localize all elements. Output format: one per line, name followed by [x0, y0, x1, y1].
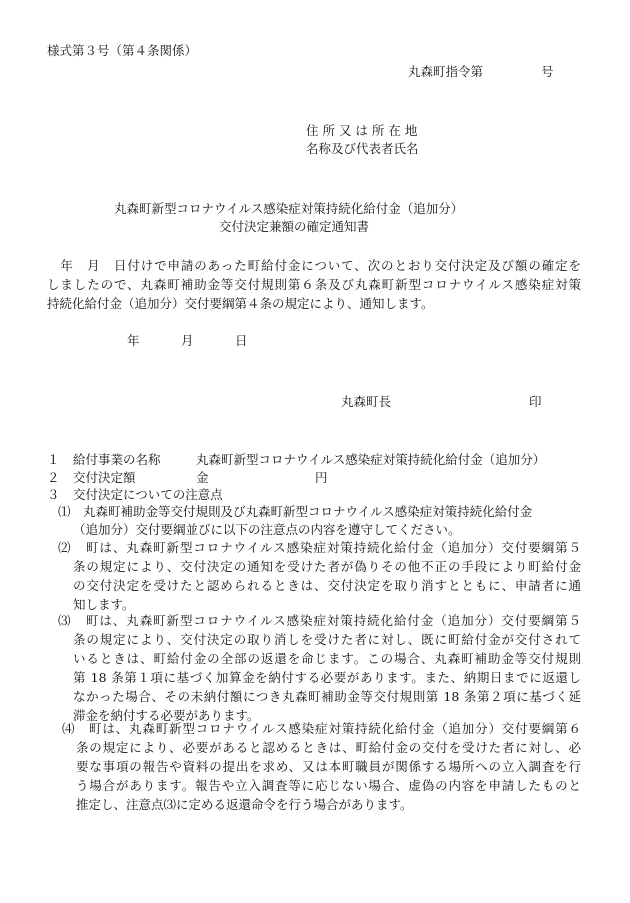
item-label: 交付決定額	[73, 470, 136, 485]
note-line: （追加分）交付要綱並びに以下の注意点の内容を遵守してください。	[73, 522, 461, 537]
directive-prefix: 丸森町指令第	[408, 64, 484, 79]
directive-number	[408, 62, 554, 81]
note-line: なかった場合、その未納付額につき丸森町補助金等交付規則第 18 条第２項に基づく延	[73, 689, 581, 704]
note-line: 町は、丸森町新型コロナウイルス感染症対策持続化給付金（追加分）交付要綱第６	[89, 721, 581, 736]
date-year: 年	[127, 333, 140, 348]
note-number: ⑵	[58, 540, 71, 555]
note-body	[76, 719, 581, 814]
document-title-line1: 丸森町新型コロナウイルス感染症対策持続化給付金（追加分）	[114, 201, 464, 216]
seal-mark: 印	[529, 394, 542, 409]
date-day: 日	[235, 333, 248, 348]
note-line: の交付決定を受けたと認められるときは、交付決定を取り消すとともに、申請者に通	[73, 578, 581, 593]
note-line: 第 18 条第１項に基づく加算金を納付する必要があります。また、納期日までに返還し	[73, 670, 581, 685]
note-body	[73, 538, 581, 614]
intro-line: 持続化給付金（追加分）交付要綱第４条の規定により、通知します。	[47, 296, 434, 311]
date-month: 月	[181, 333, 194, 348]
item-label: 給付事業の名称	[73, 452, 161, 467]
intro-line: しましたので、丸森町補助金等交付規則第６条及び丸森町新型コロナウイルス感染症対策	[47, 277, 581, 292]
note-line: 知します。	[73, 597, 135, 612]
intro-paragraph	[47, 256, 581, 313]
note-line: 条の規定により、交付決定の取り消しを受けた者に対し、既に町給付金が交付されて	[73, 632, 581, 647]
note-line: 町は、丸森町新型コロナウイルス感染症対策持続化給付金（追加分）交付要綱第５	[86, 613, 581, 628]
recipient-address-label: 住 所 又 は 所 在 地	[306, 123, 418, 138]
document-title-line2: 交付決定兼額の確定通知書	[219, 219, 370, 234]
item-number: １	[47, 452, 60, 467]
note-line: 要な事項の報告や資料の提出を求め、又は本町職員が関係する場所への立入調査を行	[76, 759, 581, 774]
item-number: ２	[47, 470, 60, 485]
intro-line: 年 月 日付けで申請のあった町給付金について、次のとおり交付決定及び額の確定を	[47, 258, 581, 273]
amount-unit: 円	[315, 470, 328, 485]
note-line: 条の規定により、必要があると認めるときは、町給付金の交付を受けた者に対し、必	[76, 740, 581, 755]
note-number: ⑷	[62, 721, 75, 736]
item-number: ３	[47, 487, 60, 502]
amount-prefix: 金	[196, 470, 209, 485]
note-line: 丸森町補助金等交付規則及び丸森町新型コロナウイルス感染症対策持続化給付金	[83, 504, 533, 519]
note-line: 町は、丸森町新型コロナウイルス感染症対策持続化給付金（追加分）交付要綱第５	[86, 540, 581, 555]
note-line: う場合があります。報告や立入調査等に応じない場合、虚偽の内容を申請したものと	[76, 778, 581, 793]
note-number: ⑶	[58, 613, 71, 628]
note-line: いるときは、町給付金の全部の返還を命じます。この場合、丸森町補助金等交付規則	[73, 651, 581, 666]
directive-suffix: 号	[541, 64, 554, 79]
item-value: 丸森町新型コロナウイルス感染症対策持続化給付金（追加分）	[196, 452, 546, 467]
note-number: ⑴	[58, 504, 71, 519]
form-number: 様式第３号（第４条関係）	[47, 43, 198, 58]
note-body	[73, 611, 581, 725]
note-line: 条の規定により、交付決定の通知を受けた者が偽りその他不正の手段により町給付金	[73, 559, 581, 574]
note-line: 推定し、注意点⑶に定める返還命令を行う場合があります。	[76, 797, 413, 812]
note-line: 滞金を納付する必要があります。	[73, 708, 260, 723]
item-label: 交付決定についての注意点	[73, 487, 223, 502]
recipient-name-label: 名称及び代表者氏名	[306, 141, 419, 156]
issuer-title: 丸森町長	[341, 394, 392, 409]
